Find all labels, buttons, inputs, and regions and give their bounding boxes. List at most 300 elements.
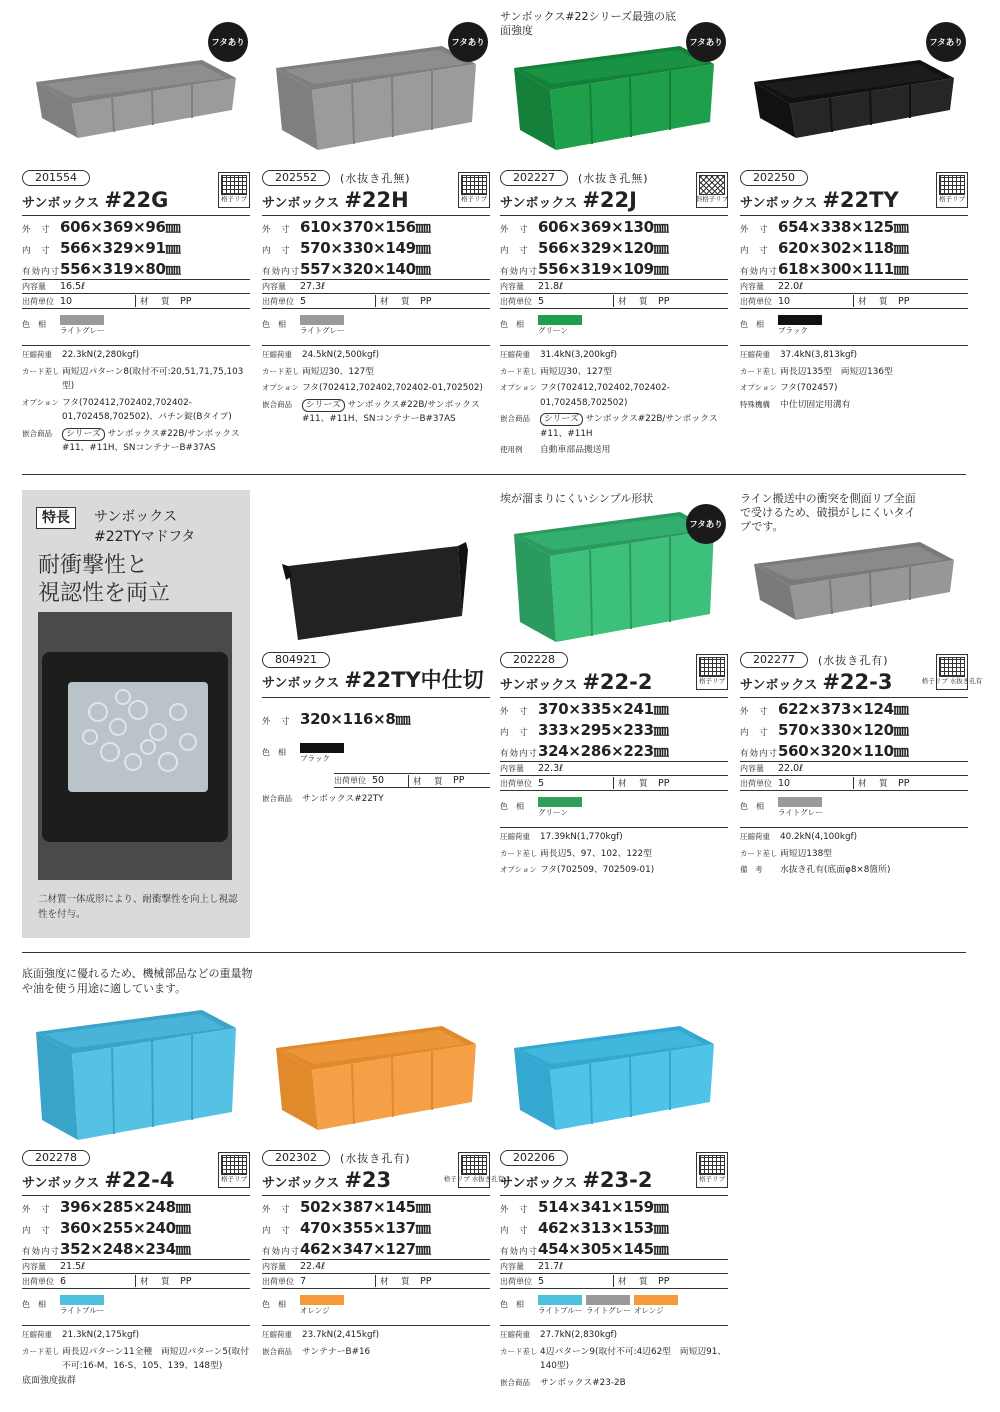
- code-row: [262, 1150, 490, 1166]
- spec-list: [22, 1325, 250, 1374]
- spec-text: 両長辺135型 両短辺136型: [780, 366, 893, 377]
- spec-label: 嵌合商品: [500, 1377, 530, 1387]
- spec-row: [500, 1376, 728, 1391]
- capacity-row: [262, 1259, 490, 1274]
- unit-value: 10: [778, 777, 791, 789]
- color-row: [500, 315, 728, 345]
- color-swatch: [538, 797, 584, 818]
- outer-dim-label: 外 寸: [22, 1205, 51, 1215]
- code-row: [262, 170, 490, 186]
- outer-dim-label: 外 寸: [262, 225, 291, 235]
- spec-row: [500, 412, 728, 441]
- product-model: #23: [344, 1168, 392, 1192]
- code-row: [22, 170, 250, 186]
- inner-dim-row: [500, 1217, 728, 1238]
- section-divider-2: [22, 952, 966, 953]
- product-name: [22, 1168, 174, 1192]
- color-label: 色 相: [500, 1300, 524, 1309]
- spec-label: 嵌合商品: [500, 414, 530, 423]
- rib-pattern-label: 格子リブ 水抜き孔有: [443, 1175, 505, 1183]
- rib-pattern-graphic: [699, 175, 725, 195]
- effective-dim-row: [262, 1238, 490, 1259]
- material-label: 材 質: [613, 295, 658, 307]
- product-name: [22, 188, 168, 212]
- unit-label: 出荷単位: [262, 1276, 294, 1286]
- material-label: 材 質: [408, 775, 453, 787]
- capacity-value: 22.3ℓ: [538, 763, 564, 774]
- spec-value: [302, 398, 490, 427]
- unit-label: 出荷単位: [22, 296, 54, 306]
- outer-dim-row: [22, 1196, 250, 1217]
- color-swatches: [538, 315, 584, 336]
- outer-dim-label: 外 寸: [500, 707, 529, 717]
- rib-pattern-graphic: [699, 1155, 725, 1175]
- spec-text: フタ(702412,702402,702402-01,702458,702502)、パチン錠(Bタイプ): [62, 397, 232, 422]
- product-code: 202228: [500, 652, 568, 668]
- spec-value: [540, 365, 728, 380]
- inner-dim-value: 462×313×153㎜: [538, 1219, 669, 1237]
- color-name: ライトグレー: [300, 326, 345, 335]
- spec-row: [500, 1328, 728, 1343]
- color-swatch: [586, 1295, 632, 1316]
- spec-value: [62, 348, 250, 363]
- product-note: (水抜き孔無): [340, 172, 411, 185]
- capacity-label: 内容量: [500, 1262, 524, 1271]
- spec-label: 圧縮荷重: [740, 350, 770, 359]
- outer-dim-value: 320×116×8㎜: [300, 710, 411, 728]
- product-name-prefix: サンボックス: [740, 678, 818, 693]
- series-tag: シリーズ: [540, 413, 583, 426]
- unit-label: 出荷単位: [500, 296, 532, 306]
- outer-dim-label: 外 寸: [262, 1205, 291, 1215]
- effective-dim-label: 有効内寸: [740, 267, 779, 277]
- effective-dim-label: 有効内寸: [262, 1247, 301, 1257]
- lid-available-badge: フタあり: [926, 22, 966, 62]
- product-photo: [262, 492, 490, 652]
- spec-list: [740, 827, 968, 878]
- outer-dim-value: 396×285×248㎜: [60, 1198, 191, 1216]
- rib-pattern-label: 格子リブ: [699, 677, 725, 685]
- inner-dim-row: [22, 1217, 250, 1238]
- outer-dim-value: 606×369×96㎜: [60, 218, 181, 236]
- product-card-202302: [262, 990, 505, 1359]
- outer-dim-row: [500, 216, 728, 237]
- spec-value: [780, 348, 968, 363]
- spec-value: [540, 1345, 728, 1374]
- rib-pattern-label: 格子リブ: [699, 1175, 725, 1183]
- color-swatch: [60, 315, 106, 336]
- color-row: [740, 315, 968, 345]
- material-value: PP: [658, 295, 670, 307]
- spec-row: [740, 847, 968, 862]
- product-model: #22TY中仕切: [344, 668, 484, 692]
- color-swatch: [300, 315, 346, 336]
- color-chip: [300, 1295, 344, 1305]
- outer-dim-label: 外 寸: [22, 225, 51, 235]
- inner-dim-value: 566×329×120㎜: [538, 239, 669, 257]
- spec-row: [740, 830, 968, 845]
- spec-row: [262, 381, 490, 396]
- capacity-row: [500, 761, 728, 776]
- product-code: 202277: [740, 652, 808, 668]
- outer-dim-value: 610×370×156㎜: [300, 218, 431, 236]
- effective-dim-row: [22, 258, 250, 279]
- product-name: [500, 1168, 652, 1192]
- product-code: 201554: [22, 170, 90, 186]
- spec-value: [302, 381, 490, 396]
- color-chip: [300, 315, 344, 325]
- series-tag: シリーズ: [62, 428, 105, 441]
- outer-dim-value: 502×387×145㎜: [300, 1198, 431, 1216]
- spec-label: オプション: [500, 383, 537, 392]
- spec-text: 自動車部品搬送用: [540, 445, 611, 455]
- outer-dim-label: 外 寸: [500, 1205, 529, 1215]
- spec-label: 特殊機構: [740, 399, 770, 409]
- spec-text: 27.7kN(2,830kgf): [540, 1330, 618, 1340]
- material-label: 材 質: [135, 1275, 180, 1287]
- color-swatch: [300, 743, 346, 764]
- spec-row: [740, 365, 968, 380]
- product-model: #22-3: [822, 670, 893, 694]
- color-chip: [778, 797, 822, 807]
- color-label: 色 相: [262, 1300, 286, 1309]
- spec-text: サンテナーB#16: [302, 1346, 371, 1357]
- product-card-202552: [262, 10, 490, 427]
- product-model: #22-2: [582, 670, 653, 694]
- feature-title-line-2: 視認性を両立: [38, 581, 171, 606]
- spec-label: オプション: [740, 383, 777, 392]
- outer-dim-row: [262, 708, 490, 729]
- capacity-value: 22.0ℓ: [778, 763, 804, 774]
- rib-pattern-icon: [218, 172, 250, 208]
- color-row: [500, 797, 728, 827]
- product-name-prefix: サンボックス: [262, 676, 340, 691]
- effective-dim-row: [22, 1238, 250, 1259]
- material-value: PP: [898, 777, 910, 789]
- product-photo: [500, 492, 728, 652]
- color-name: ブラック: [778, 326, 808, 335]
- spec-value: [780, 830, 968, 845]
- unit-value: 5: [538, 777, 545, 789]
- outer-dim-value: 370×335×241㎜: [538, 700, 669, 718]
- spec-label: カード差し: [740, 848, 778, 858]
- material-label: 材 質: [375, 1275, 420, 1287]
- spec-text: 24.5kN(2,500kgf): [302, 350, 380, 360]
- capacity-value: 22.4ℓ: [300, 1261, 326, 1272]
- spec-row: [22, 1328, 250, 1343]
- rib-pattern-icon: [443, 1152, 505, 1188]
- spec-value: [540, 381, 728, 410]
- inner-dim-value: 360×255×240㎜: [60, 1219, 191, 1237]
- spec-row: [500, 863, 728, 878]
- unit-row: [500, 776, 728, 791]
- inner-dim-row: [740, 237, 968, 258]
- capacity-row: [22, 279, 250, 294]
- feature-sub-line-1: サンボックス: [94, 509, 178, 525]
- spec-label: 嵌合商品: [262, 794, 292, 803]
- lid-available-badge: フタあり: [686, 22, 726, 62]
- spec-text: サンボックス#22B/サンボックス#11、#11H: [540, 414, 718, 439]
- spec-text: 両短辺30、127型: [540, 366, 612, 377]
- product-photo: [262, 990, 490, 1150]
- spec-value: [302, 348, 490, 363]
- spec-label: 嵌合商品: [262, 1346, 292, 1356]
- product-name-row: [740, 186, 968, 216]
- outer-dim-row: [500, 1196, 728, 1217]
- spec-label: カード差し: [740, 366, 778, 376]
- unit-value: 5: [538, 1275, 545, 1287]
- color-name: ライトグレー: [60, 326, 105, 335]
- unit-label: 出荷単位: [500, 1276, 532, 1286]
- spec-text: サンボックス#22B/サンボックス#11、#11H、SNコンテナーB#37AS: [62, 428, 240, 453]
- color-chip: [60, 1295, 104, 1305]
- color-name: ブラック: [300, 754, 330, 763]
- product-photo: [740, 492, 968, 652]
- product-model: #22H: [344, 188, 409, 212]
- section-3-caption: 底面強度に優れるため、機械部品などの重量物や油を使う用途に適しています。: [22, 967, 253, 995]
- photo-caption: サンボックス#22シリーズ最強の底面強度: [500, 10, 677, 37]
- color-row: [500, 1295, 728, 1325]
- color-label: 色 相: [22, 320, 46, 329]
- material-label: 材 質: [853, 295, 898, 307]
- outer-dim-row: [500, 698, 728, 719]
- spec-label: 圧縮荷重: [740, 832, 770, 841]
- capacity-label: 内容量: [262, 1262, 286, 1271]
- unit-label: 出荷単位: [500, 778, 532, 788]
- spec-row: [500, 847, 728, 862]
- spec-row: [740, 348, 968, 363]
- effective-dim-value: 324×286×223㎜: [538, 742, 669, 760]
- material-value: PP: [658, 1275, 670, 1287]
- divider-photo: [262, 492, 490, 652]
- unit-value: 5: [300, 295, 307, 307]
- color-row: [740, 797, 968, 827]
- product-name-row: [262, 186, 490, 216]
- color-label: 色 相: [500, 320, 524, 329]
- color-chip: [538, 1295, 582, 1305]
- product-card-202278: [22, 990, 250, 1374]
- spec-value: [540, 847, 728, 862]
- spec-row: [500, 443, 728, 458]
- capacity-row: [500, 1259, 728, 1274]
- effective-dim-row: [262, 258, 490, 279]
- footer-note: 底面強度抜群: [22, 1376, 77, 1386]
- spec-text: 22.3kN(2,280kgf): [62, 350, 140, 360]
- spec-label: 圧縮荷重: [262, 350, 292, 359]
- outer-dim-row: [740, 216, 968, 237]
- capacity-value: 16.5ℓ: [60, 281, 86, 292]
- photo-caption: 埃が溜まりにくいシンプル形状: [500, 492, 654, 505]
- inner-dim-label: 内 寸: [22, 246, 51, 256]
- spec-label: カード差し: [500, 366, 538, 376]
- capacity-label: 内容量: [22, 1262, 46, 1271]
- rib-pattern-label: 格子リブ: [221, 195, 247, 203]
- product-name-prefix: サンボックス: [500, 1176, 578, 1191]
- color-chip: [300, 743, 344, 753]
- rib-pattern-graphic: [699, 657, 725, 677]
- photo-caption: ライン搬送中の衝突を側面リブ全面で受けるため、破損がしにくいタイプです。: [740, 492, 916, 533]
- spec-label: オプション: [262, 383, 299, 392]
- spec-text: 両長辺5、97、102、122型: [540, 848, 652, 859]
- window-lid-photo: [38, 612, 232, 880]
- material-value: PP: [658, 777, 670, 789]
- material-label: 材 質: [613, 1275, 658, 1287]
- product-photo: [22, 990, 250, 1150]
- effective-dim-row: [500, 1238, 728, 1259]
- material-value: PP: [180, 1275, 192, 1287]
- unit-value: 50: [372, 775, 385, 786]
- color-swatch: [60, 1295, 106, 1316]
- product-name-prefix: サンボックス: [262, 196, 340, 211]
- capacity-value: 22.0ℓ: [778, 281, 804, 292]
- spec-text: 水抜き孔有(底面φ8×8箇所): [780, 865, 891, 875]
- spec-text: 両長辺パターン11全種 両短辺パターン5(取付不可:16-M、16-S、105、139、148型): [62, 1346, 250, 1371]
- unit-row: [334, 773, 490, 788]
- inner-dim-label: 内 寸: [740, 246, 769, 256]
- unit-label: 出荷単位: [334, 776, 366, 785]
- spec-label: 圧縮荷重: [22, 350, 52, 359]
- rib-pattern-label: 格子リブ: [939, 195, 965, 203]
- effective-dim-label: 有効内寸: [740, 749, 779, 759]
- product-name: [262, 1168, 391, 1192]
- effective-dim-value: 557×320×140㎜: [300, 260, 431, 278]
- spec-text: 37.4kN(3,813kgf): [780, 350, 858, 360]
- spec-value: [302, 1328, 490, 1343]
- spec-value: [540, 412, 728, 441]
- capacity-value: 21.7ℓ: [538, 1261, 564, 1272]
- spec-row: [22, 365, 250, 394]
- rib-pattern-graphic: [221, 175, 247, 195]
- spec-row: [740, 381, 968, 396]
- material-label: 材 質: [853, 777, 898, 789]
- spec-row: [262, 348, 490, 363]
- inner-dim-value: 620×302×118㎜: [778, 239, 909, 257]
- spec-value: [780, 863, 968, 878]
- code-row: [500, 652, 728, 668]
- effective-dim-label: 有効内寸: [500, 749, 539, 759]
- capacity-label: 内容量: [740, 764, 764, 773]
- unit-row: [500, 294, 728, 309]
- feature-panel: [22, 490, 250, 938]
- color-name: ライトグレー: [586, 1306, 631, 1315]
- spec-value: [302, 1345, 490, 1360]
- product-card-804921: [262, 492, 490, 807]
- spec-value: [540, 830, 728, 845]
- spec-row: [22, 1345, 250, 1374]
- spec-value: サンボックス#22TY: [302, 794, 384, 804]
- product-name: [740, 188, 899, 212]
- spec-row: [500, 365, 728, 380]
- product-name-row: [500, 186, 728, 216]
- inner-dim-label: 内 寸: [500, 246, 529, 256]
- feature-title-line-1: 耐衝撃性と: [38, 553, 149, 578]
- spec-label: 圧縮荷重: [22, 1330, 52, 1339]
- product-name-row: [500, 668, 728, 698]
- product-photo: [500, 990, 728, 1150]
- color-row: [262, 1295, 490, 1325]
- inner-dim-label: 内 寸: [500, 728, 529, 738]
- inner-dim-row: [262, 237, 490, 258]
- inner-dim-row: [22, 237, 250, 258]
- spec-value: [780, 398, 968, 413]
- effective-dim-value: 618×300×111㎜: [778, 260, 909, 278]
- product-card-202277: [740, 492, 983, 878]
- color-name: ライトブルー: [60, 1306, 105, 1315]
- outer-dim-label: 外 寸: [500, 225, 529, 235]
- series-tag: シリーズ: [302, 399, 345, 412]
- color-swatch: [300, 1295, 346, 1316]
- product-photo: [262, 10, 490, 170]
- product-name-row: [22, 186, 250, 216]
- inner-dim-value: 470×355×137㎜: [300, 1219, 431, 1237]
- spec-list: [262, 1325, 490, 1359]
- color-swatches: [778, 797, 824, 818]
- unit-row: [740, 294, 968, 309]
- inner-dim-row: [500, 719, 728, 740]
- section-divider-1: [22, 474, 966, 475]
- outer-dim-value: 654×338×125㎜: [778, 218, 909, 236]
- color-name: オレンジ: [634, 1306, 664, 1315]
- spec-label: 使用例: [500, 445, 523, 454]
- spec-value: [540, 863, 728, 878]
- product-name-prefix: サンボックス: [22, 196, 100, 211]
- code-row: [740, 170, 968, 186]
- spec-label: 圧縮荷重: [262, 1330, 292, 1339]
- spec-text: 23.7kN(2,415kgf): [302, 1330, 380, 1340]
- spec-text: 40.2kN(4,100kgf): [780, 832, 858, 842]
- product-code: 804921: [262, 652, 330, 668]
- color-name: ライトグレー: [778, 808, 823, 817]
- color-swatch: [778, 315, 824, 336]
- effective-dim-label: 有効内寸: [500, 1247, 539, 1257]
- product-note: (水抜き孔無): [578, 172, 649, 185]
- capacity-label: 内容量: [500, 764, 524, 773]
- material-label: 材 質: [375, 295, 420, 307]
- inner-dim-label: 内 寸: [262, 1226, 291, 1236]
- color-swatches: [300, 1295, 346, 1316]
- color-chip: [634, 1295, 678, 1305]
- capacity-row: [740, 761, 968, 776]
- unit-row: [262, 1274, 490, 1289]
- spec-text: サンボックス#22B/サンボックス#11、#11H、SNコンテナーB#37AS: [302, 399, 480, 424]
- color-swatch: [538, 315, 584, 336]
- spec-text: 31.4kN(3,200kgf): [540, 350, 618, 360]
- unit-value: 10: [60, 295, 73, 307]
- color-label: 色 相: [22, 1300, 46, 1309]
- color-label: 色 相: [740, 320, 764, 329]
- capacity-label: 内容量: [262, 282, 286, 291]
- product-note: (水抜き孔有): [340, 1152, 411, 1165]
- rib-pattern-icon: [696, 172, 728, 208]
- color-chip: [586, 1295, 630, 1305]
- rib-pattern-graphic: [221, 1155, 247, 1175]
- spec-row: [22, 427, 250, 456]
- spec-label: 備 考: [740, 865, 763, 874]
- spec-text: 21.3kN(2,175kgf): [62, 1330, 140, 1340]
- spec-label: カード差し: [22, 1346, 60, 1356]
- inner-dim-row: [740, 719, 968, 740]
- spec-text: フタ(702412,702402,702402-01,702502): [302, 383, 483, 393]
- product-name-prefix: サンボックス: [262, 1176, 340, 1191]
- spec-label: 圧縮荷重: [500, 832, 530, 841]
- spec-list: [22, 345, 250, 456]
- outer-dim-value: 622×373×124㎜: [778, 700, 909, 718]
- effective-dim-value: 352×248×234㎜: [60, 1240, 191, 1258]
- product-model: #22TY: [822, 188, 899, 212]
- product-code: 202227: [500, 170, 568, 186]
- inner-dim-value: 566×329×91㎜: [60, 239, 181, 257]
- spec-text: サンボックス#23-2B: [540, 1377, 626, 1388]
